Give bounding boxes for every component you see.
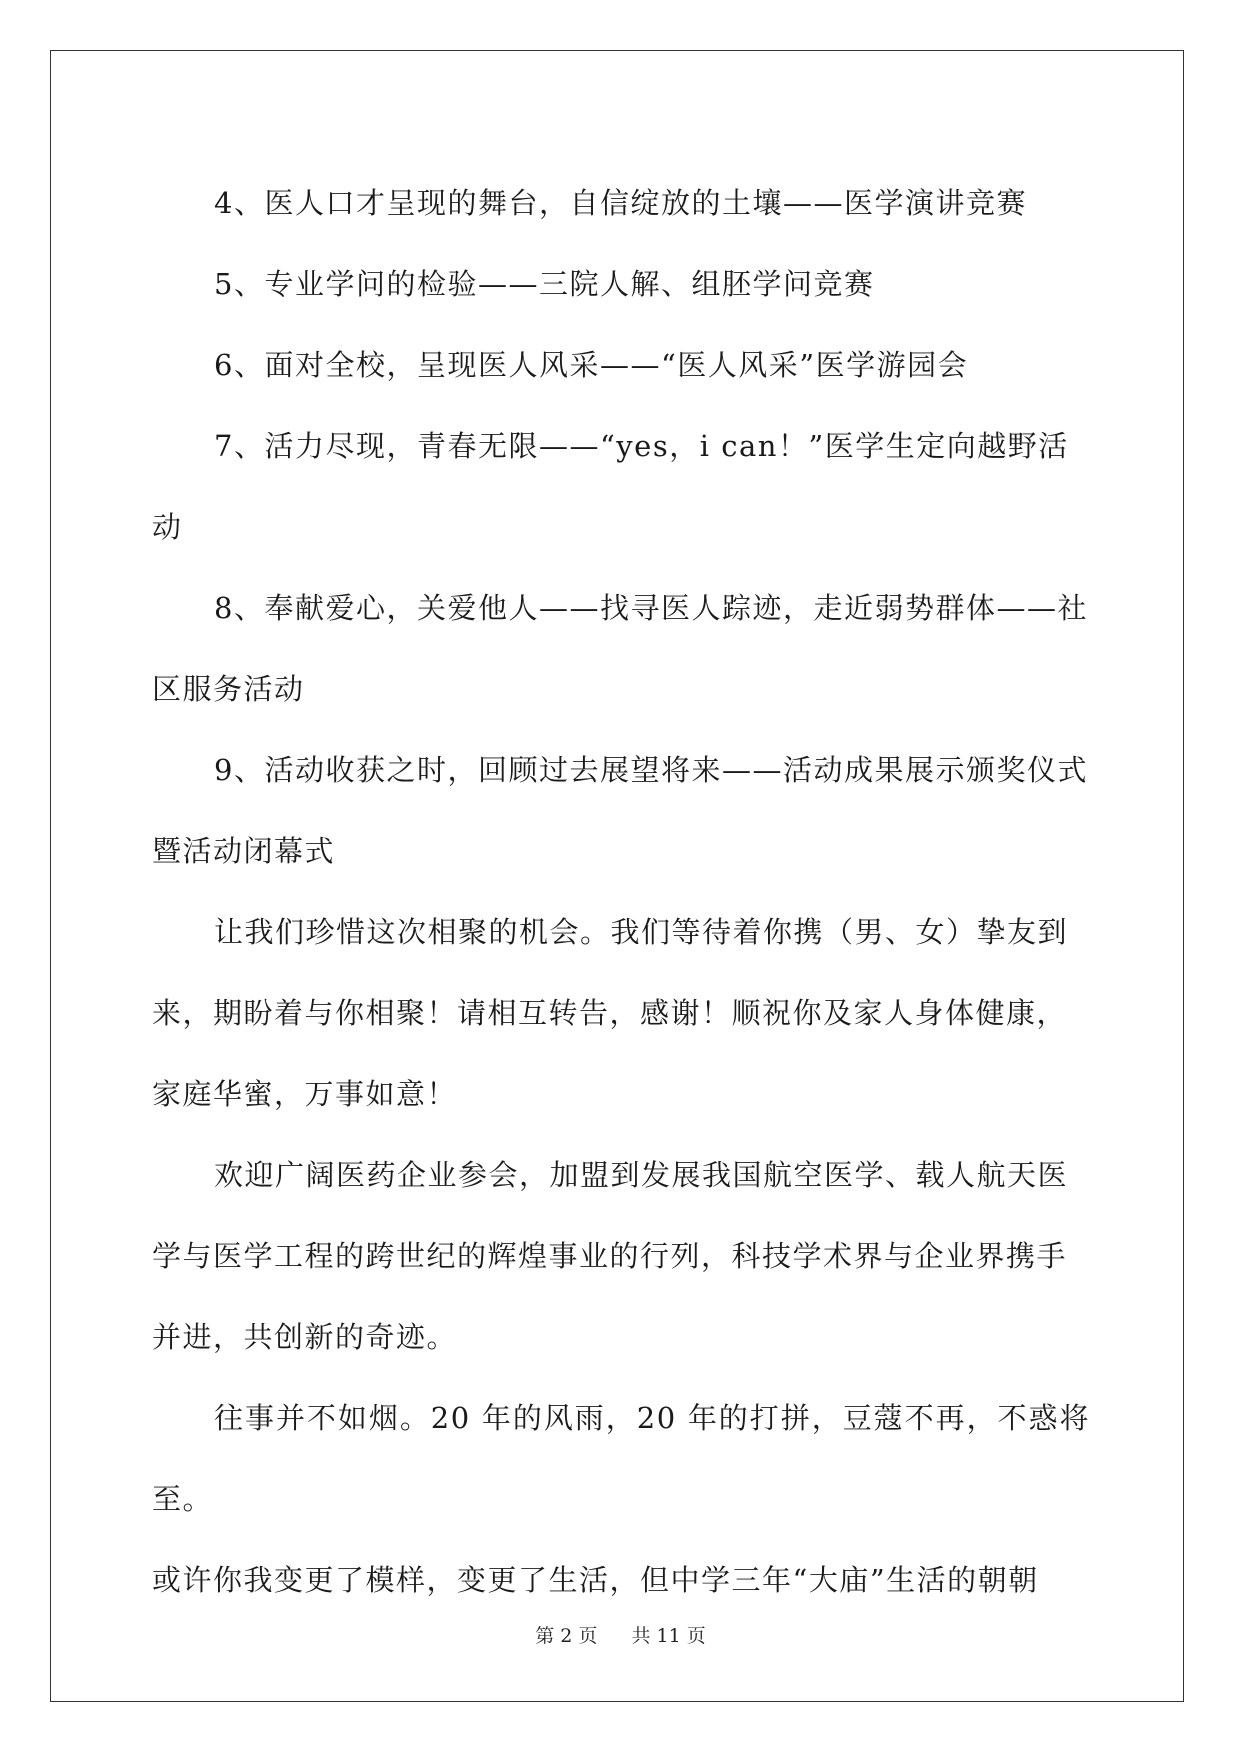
paragraph-item-7 [152,406,1090,568]
text-line: 来，期盼着与你相聚！请相互转告，感谢！顺祝你及家人身体健康， [152,996,1068,1030]
document-body [152,163,1090,1621]
text-line: 4、医人口才呈现的舞台，自信绽放的土壤——医学演讲竞赛 [214,186,1027,220]
paragraph-item-5 [152,244,1090,325]
text-line: 或许你我变更了模样，变更了生活，但中学三年“大庙”生活的朝朝 [152,1563,1039,1597]
paragraph-memories [152,1378,1090,1621]
text-line: 8、奉献爱心，关爱他人——找寻医人踪迹，走近弱势群体——社 [214,591,1088,625]
text-line: 9、活动收获之时，回顾过去展望将来——活动成果展示颁奖仪式 [214,753,1088,787]
text-line: 动 [152,510,183,544]
text-line: 并进，共创新的奇迹。 [152,1320,458,1354]
text-line: 6、面对全校，呈现医人风采——“医人风采”医学游园会 [214,348,969,382]
text-line: 学与医学工程的跨世纪的辉煌事业的行列，科技学术界与企业界携手 [152,1239,1068,1273]
page-number: 第 2 页 [535,1625,598,1647]
text-line: 7、活力尽现，青春无限——“yes，i can！”医学生定向越野活 [214,429,1069,463]
text-line: 家庭华蜜，万事如意！ [152,1077,458,1111]
paragraph-item-9 [152,730,1090,892]
paragraph-item-4 [152,163,1090,244]
text-line: 欢迎广阔医药企业参会，加盟到发展我国航空医学、载人航天医 [214,1158,1069,1192]
text-line: 往事并不如烟。20 年的风雨，20 年的打拼，豆蔻不再，不惑将至。 [152,1401,1090,1516]
text-line: 区服务活动 [152,672,305,706]
text-line: 让我们珍惜这次相聚的机会。我们等待着你携（男、女）挚友到 [214,915,1069,949]
text-line: 5、专业学问的检验——三院人解、组胚学问竞赛 [214,267,875,301]
page-footer [0,1621,1241,1648]
page-total: 共 11 页 [631,1625,706,1647]
paragraph-item-6 [152,325,1090,406]
paragraph-welcome [152,1135,1090,1378]
text-line: 暨活动闭幕式 [152,834,336,868]
paragraph-item-8 [152,568,1090,730]
paragraph-invite [152,892,1090,1135]
